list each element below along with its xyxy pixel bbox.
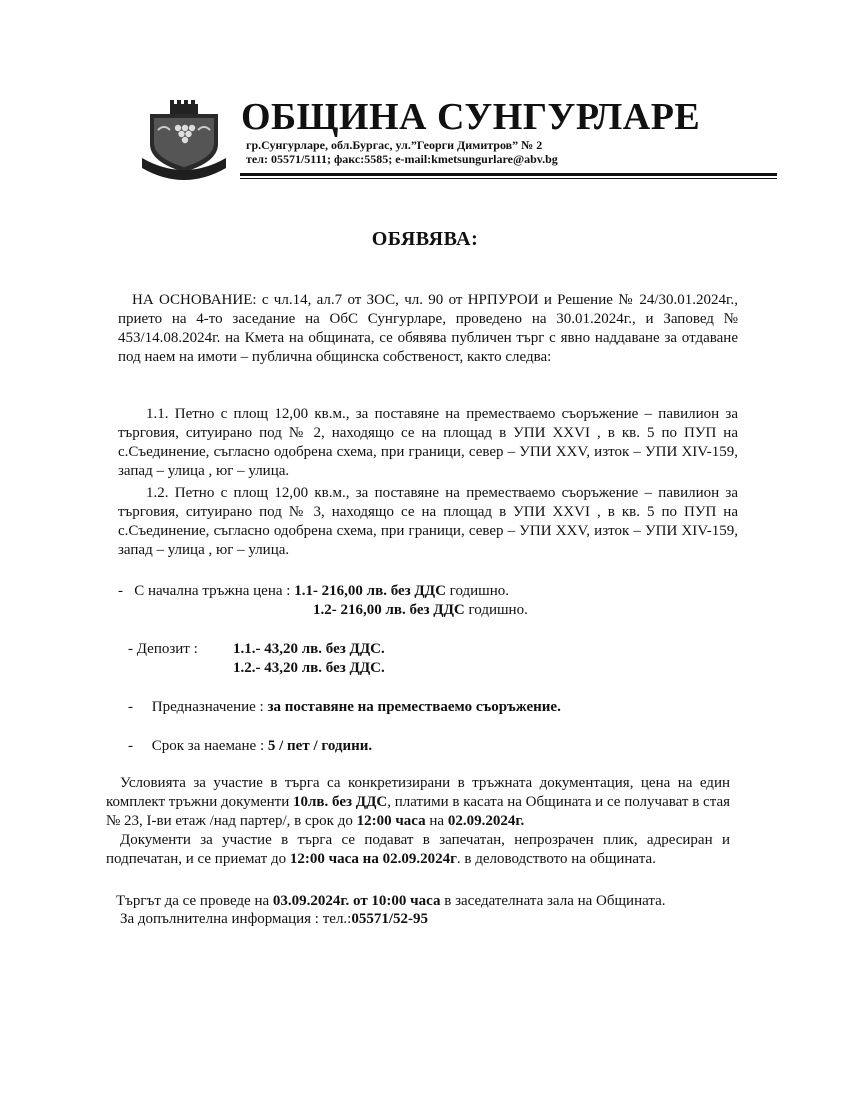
item-1-1: 1.1. Петно с площ 12,00 кв.м., за поставяне на преместваемо съоръжение – павилион за търговия, ситуирано под № 2, находящо се на площад в УПИ XXVI , в кв. 5 по ПУП на с.Съединение, съгласно одобрена схема, при граници, север – УПИ XXV, изток – УПИ XIV-159, запад – улица , юг – улица. (118, 406, 738, 479)
municipality-address: гр.Сунгурларе, обл.Бургас, ул.”Георги Димитров” № 2 (246, 138, 543, 152)
info-label: За допълнителна информация : тел.: (120, 911, 352, 927)
deposit-line-1: 1.1.- 43,20 лв. без ДДС. (233, 641, 385, 657)
conditions-p1-text-c: , платими в касата на Общината и се получават в стая № 23, I-ви етаж /над партер/, в срок до (106, 794, 730, 829)
conditions-p2 (106, 831, 730, 869)
announcement-heading: ОБЯВЯВА: (371, 228, 479, 250)
header-divider-thin (240, 178, 777, 179)
price-2-suffix: годишно. (464, 602, 528, 618)
conditions-p1-text-a: Условията за участие в търга са конкретизирани в тръжната документация, цена на един комплект тръжни документи (106, 775, 730, 810)
price-dash: - (118, 583, 123, 599)
price-line-1 (118, 582, 509, 601)
conditions-p2-text-c: . в деловодството на общината. (456, 851, 656, 867)
info-line (120, 910, 428, 929)
purpose-line (128, 698, 561, 717)
auction-date-line (116, 892, 666, 911)
price-2-value: 1.2- 216,00 лв. без ДДС (313, 602, 465, 618)
price-1-value: 1.1- 216,00 лв. без ДДС (294, 583, 446, 599)
intro-paragraph: НА ОСНОВАНИЕ: с чл.14, ал.7 от ЗОС, чл. 90 от НРПУРОИ и Решение № 24/30.01.2024г., прието на 4-то заседание на ОбС Сунгурларе, проведено на 30.01.2024г., и Заповед № 453/14.08.2024г. на Кмета на общината, се обявява публичен търг с явно наддаване за отдаване под наем на имоти – публична общинска собственост, както следва: (118, 292, 738, 365)
municipality-name: ОБЩИНА СУНГУРЛАРЕ (241, 96, 701, 138)
municipality-contacts: тел: 05571/5111; факс:5585; e-mail:kmetsungurlare@abv.bg (246, 152, 558, 166)
term-label: Срок за наемане : (151, 738, 268, 754)
purpose-sep: : (255, 699, 268, 715)
header-divider-thick (240, 173, 777, 176)
term-line (128, 737, 372, 756)
municipality-crest-logo (140, 100, 228, 180)
price-label: С начална тръжна цена (134, 583, 283, 599)
auction-datetime: 03.09.2024г. от 10:00 часа (272, 893, 441, 909)
conditions-deadline-time: 12:00 часа (356, 813, 426, 829)
purpose-value: за поставяне на преместваемо съоръжение. (267, 699, 561, 715)
term-value: 5 / пет / години. (267, 738, 373, 754)
conditions-p1-text-e: на (425, 813, 448, 829)
conditions-submit-deadline: 12:00 часа на 02.09.2024г (289, 851, 457, 867)
info-phone: 05571/52-95 (351, 911, 429, 927)
item-1-2: 1.2. Петно с площ 12,00 кв.м., за поставяне на преместваемо съоръжение – павилион за търговия, ситуирано под № 3, находящо се на площад в УПИ XXVI , в кв. 5 по ПУП на с.Съединение, съгласно одобрена схема, при граници, север – УПИ XXV, изток – УПИ XIV-159, запад – улица , юг – улица. (118, 485, 738, 558)
purpose-dash: - (128, 699, 133, 715)
price-line-2 (313, 601, 528, 620)
conditions-paragraph (106, 774, 730, 869)
price-sep: : (282, 583, 295, 599)
deposit-label: - Депозит : (128, 641, 198, 657)
conditions-p1 (106, 774, 730, 831)
conditions-p2-text-a: Документи за участие в търга се подават в запечатан, непрозрачен плик, адресиран и подпечатан, и се приемат до (106, 832, 730, 867)
purpose-label: Предназначение (151, 699, 256, 715)
conditions-docs-price: 10лв. без ДДС (293, 794, 388, 810)
deposit-line-2: 1.2.- 43,20 лв. без ДДС. (233, 660, 385, 676)
term-dash: - (128, 738, 133, 754)
conditions-deadline-date: 02.09.2024г. (447, 813, 525, 829)
auction-text-c: в заседателната зала на Общината. (440, 893, 666, 909)
price-1-suffix: годишно. (445, 583, 510, 599)
auction-text-a: Търгът да се проведе на (116, 893, 273, 909)
